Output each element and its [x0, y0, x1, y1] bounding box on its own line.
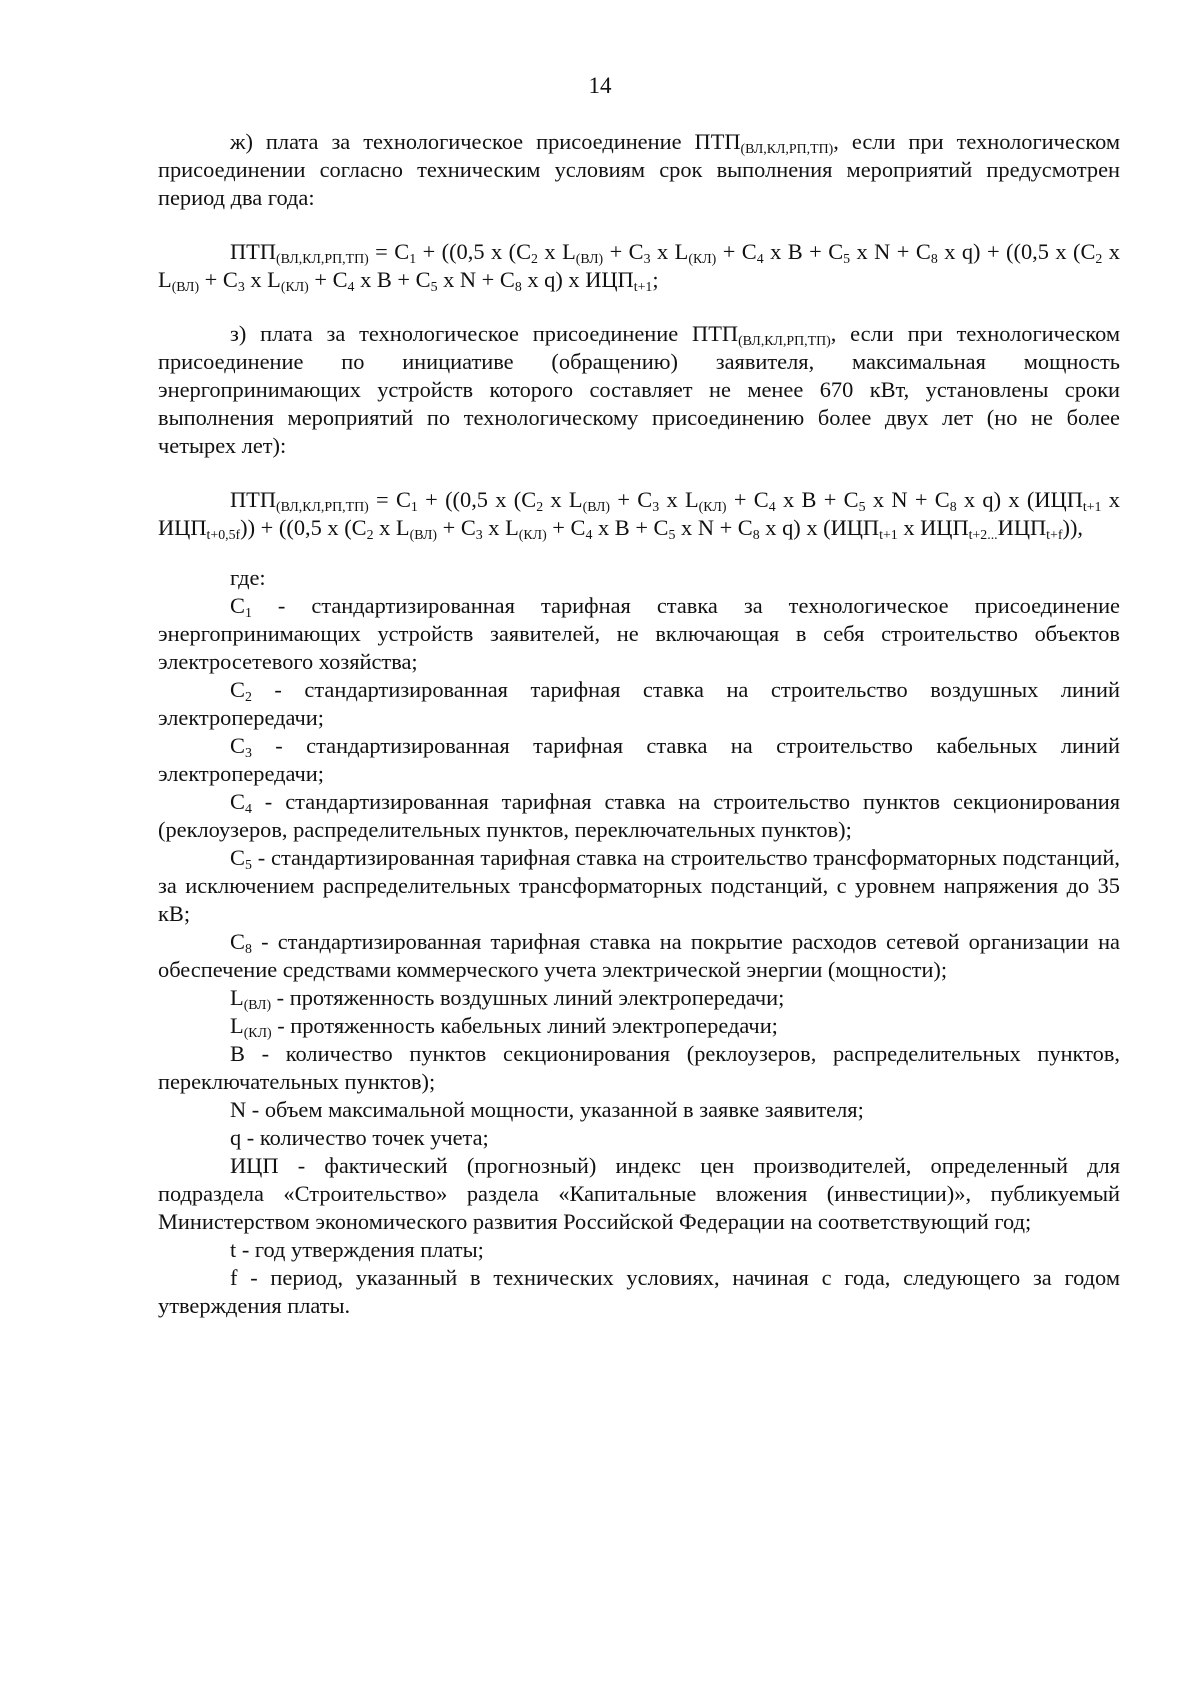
definition-q: q - количество точек учета; — [230, 1125, 489, 1150]
definition-icp: ИЦП - фактический (прогнозный) индекс цен производителей, определенный для подраздела «Строительство» раздела «Капитальные вложения (инвестиции)», публикуемый Министерством экономического развития Российской Федерации на соответствующий год; — [158, 1153, 1120, 1234]
formula-zh: $ПТП_{(ВЛ,КЛ,РП,ТП)} = С_1 + ((0,5$ х ($С_2$ х $L_{(ВЛ)} + С_3$ х $L_{(КЛ)} + С_4$ х $В + С_5$ х $N + С_8$ х q) + ((0,5 х ($С_2$ х $L_{(ВЛ)} + С_3$ х $L_{(КЛ)} + С_4$ х $В + С_5$ х $N + С_8$ х q) х $ИЦП_{t+1}$; — [158, 239, 1121, 295]
definition-c3: $С_3$ - стандартизированная тарифная ставка на строительство кабельных линий электропередачи; — [158, 733, 1120, 786]
definition-n: N - объем максимальной мощности, указанной в заявке заявителя; — [230, 1097, 864, 1122]
definition-t: t - год утверждения платы; — [230, 1237, 484, 1262]
definition-c5: $С_5$ - стандартизированная тарифная ставка на строительство трансформаторных подстанций, за исключением распределительных трансформаторных подстанций, с уровнем напряжения до 35 кВ; — [158, 845, 1120, 926]
where-label: где: — [230, 565, 266, 590]
document-body — [158, 128, 1120, 1320]
definition-c1: $С_1$ - стандартизированная тарифная ставка за технологическое присоединение энергопринимающих устройств заявителей, не включающая в себя строительство объектов электросетевого хозяйства; — [158, 593, 1120, 674]
definition-b: В - количество пунктов секционирования (реклоузеров, распределительных пунктов, переключательных пунктов); — [158, 1041, 1120, 1094]
paragraph-zh: ж) плата за технологическое присоединение $ПТП_{(ВЛ,КЛ,РП,ТП)}$, если при технологическом присоединении согласно техническим условиям срок выполнения мероприятий предусмотрен период два года: — [158, 129, 1121, 210]
definition-c4: $С_4$ - стандартизированная тарифная ставка на строительство пунктов секционирования (реклоузеров, распределительных пунктов, переключательных пунктов); — [158, 789, 1120, 842]
definition-c2: $С_2$ - стандартизированная тарифная ставка на строительство воздушных линий электропередачи; — [158, 677, 1120, 730]
page-number: 14 — [588, 73, 612, 98]
definition-f: f - период, указанный в технических условиях, начиная с года, следующего за годом утверждения платы. — [158, 1265, 1120, 1318]
definition-c8: $С_8$ - стандартизированная тарифная ставка на покрытие расходов сетевой организации на обеспечение средствами коммерческого учета электрической энергии (мощности); — [158, 929, 1120, 982]
definition-l-vl: $L_{(ВЛ)}$ - протяженность воздушных линий электропередачи; — [230, 985, 785, 1013]
formula-z: $ПТП_{(ВЛ,КЛ,РП,ТП)} = С_1 + ((0,5$ х ($С_2$ х $L_{(ВЛ)} + С_3$ х $L_{(КЛ)} + С_4$ х $В + С_5$ х $N + С_8$ х q) х ($ИЦП_{t+1}$ х $ИЦП_{t+0,5f})) + ((0,5$ х ($С_2$ х $L_{(ВЛ)} + С_3$ х $L_{(КЛ)} + С_4$ х $В + С_5$ х $N + С_8$ х q) х ($ИЦП_{t+1}$ х $ИЦП_{t+2...}ИЦП_{t+f}$)), — [158, 487, 1120, 543]
definition-l-kl: $L_{(КЛ)}$ - протяженность кабельных линий электропередачи; — [230, 1013, 778, 1041]
paragraph-z: з) плата за технологическое присоединение $ПТП_{(ВЛ,КЛ,РП,ТП)}$, если при технологическом присоединение по инициативе (обращению) заявителя, максимальная мощность энергопринимающих устройств которого составляет не менее 670 кВт, установлены сроки выполнения мероприятий по технологическому присоединению более двух лет (но не более четырех лет): — [158, 321, 1121, 458]
